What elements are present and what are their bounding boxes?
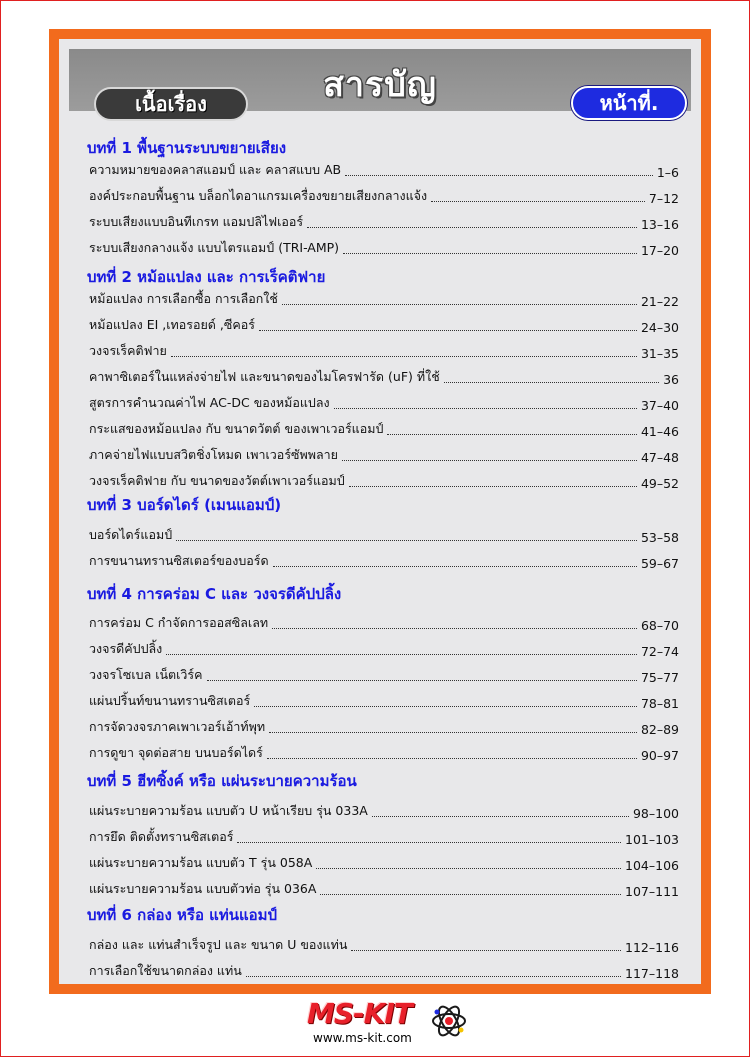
toc-entry[interactable] xyxy=(89,473,679,491)
entry-page: 1–6 xyxy=(656,165,679,180)
toc-entry[interactable] xyxy=(89,527,679,545)
entry-title: แผ่นระบายความร้อน แบบตัว U หน้าเรียบ รุ่น 033A xyxy=(89,803,368,818)
toc-entry[interactable] xyxy=(89,343,679,361)
page-column-label: หน้าที่. xyxy=(571,86,687,120)
dot-leader xyxy=(444,382,659,383)
entry-title: คาพาซิเตอร์ในแหล่งจ่ายไฟ และขนาดของไมโครฟารัด (uF) ที่ใช้ xyxy=(89,369,440,384)
entry-page: 98–100 xyxy=(632,806,679,821)
brand-name: MS-KIT xyxy=(307,997,412,1030)
toc-entry[interactable] xyxy=(89,421,679,439)
toc-entry[interactable] xyxy=(89,963,679,981)
dot-leader xyxy=(273,566,637,567)
dot-leader xyxy=(372,816,629,817)
toc-entry[interactable] xyxy=(89,855,679,873)
toc-entry[interactable] xyxy=(89,937,679,955)
entry-title: การดูขา จุดต่อสาย บนบอร์ดไดร์ xyxy=(89,745,263,760)
entry-title: องค์ประกอบพื้นฐาน บล็อกไดอาแกรมเครื่องขยายเสียงกลางแจ้ง xyxy=(89,188,428,203)
chapter-heading: บทที่ 6 กล่อง หรือ แท่นแอมป์ xyxy=(87,906,278,924)
entry-title: บอร์ดไดร์แอมป์ xyxy=(89,527,173,542)
entry-page: 117–118 xyxy=(625,966,679,981)
toc-entry[interactable] xyxy=(89,641,679,659)
dot-leader xyxy=(345,175,653,176)
entry-page: 31–35 xyxy=(640,346,679,361)
entry-title: วงจรเร็คติฟาย xyxy=(89,343,167,358)
entry-page: 112–116 xyxy=(625,940,679,955)
entry-title: กระแสของหม้อแปลง กับ ขนาดวัตต์ ของเพาเวอร์แอมป์ xyxy=(89,421,384,436)
content-column-label: เนื้อเรื่อง xyxy=(94,87,248,121)
entry-title: ความหมายของคลาสแอมป์ และ คลาสแบบ AB xyxy=(89,162,342,177)
page-title: สารบัญ xyxy=(323,65,437,105)
entry-page: 75–77 xyxy=(640,670,679,685)
dot-leader xyxy=(171,356,637,357)
entry-title: กล่อง และ แท่นสำเร็จรูป และ ขนาด U ของแท่น xyxy=(89,937,348,952)
dot-leader xyxy=(282,304,637,305)
dot-leader xyxy=(307,227,637,228)
entry-title: แผ่นปริ้นท์ขนานทรานซิสเตอร์ xyxy=(89,693,251,708)
toc-entry[interactable] xyxy=(89,369,679,387)
dot-leader xyxy=(342,460,637,461)
toc-entry[interactable] xyxy=(89,447,679,465)
toc-entry[interactable] xyxy=(89,188,679,206)
entry-page: 37–40 xyxy=(640,398,679,413)
entry-page: 72–74 xyxy=(640,644,679,659)
chapter-heading: บทที่ 5 ฮีทซิ้งค์ หรือ แผ่นระบายความร้อน xyxy=(87,772,357,790)
brand-logo xyxy=(307,995,467,1051)
entry-page: 90–97 xyxy=(640,748,679,763)
entry-page: 7–12 xyxy=(648,191,679,206)
entry-title: สูตรการคำนวณค่าไฟ AC-DC ของหม้อแปลง xyxy=(89,395,330,410)
entry-page: 107–111 xyxy=(625,884,679,899)
entry-title: หม้อแปลง การเลือกซื้อ การเลือกใช้ xyxy=(89,291,278,306)
dot-leader xyxy=(166,654,637,655)
dot-leader xyxy=(343,253,637,254)
toc-entry[interactable] xyxy=(89,829,679,847)
toc-entry[interactable] xyxy=(89,162,679,180)
dot-leader xyxy=(246,976,621,977)
entry-page: 59–67 xyxy=(640,556,679,571)
toc-entry[interactable] xyxy=(89,317,679,335)
entry-page: 21–22 xyxy=(640,294,679,309)
dot-leader xyxy=(320,894,621,895)
entry-title: แผ่นระบายความร้อน แบบตัว T รุ่น 058A xyxy=(89,855,313,870)
entry-page: 53–58 xyxy=(640,530,679,545)
toc-entry[interactable] xyxy=(89,553,679,571)
chapter-heading: บทที่ 4 การคร่อม C และ วงจรดีคัปปลิ้ง xyxy=(87,585,342,603)
dot-leader xyxy=(259,330,637,331)
entry-title: วงจรดีคัปปลิ้ง xyxy=(89,641,163,656)
entry-title: ระบบเสียงกลางแจ้ง แบบไตรแอมป์ (TRI-AMP) xyxy=(89,240,340,255)
entry-title: การยึด ติดตั้งทรานซิสเตอร์ xyxy=(89,829,234,844)
dot-leader xyxy=(334,408,637,409)
dot-leader xyxy=(351,950,621,951)
toc-entry[interactable] xyxy=(89,240,679,258)
toc-entry[interactable] xyxy=(89,395,679,413)
toc-entry[interactable] xyxy=(89,214,679,232)
toc-entry[interactable] xyxy=(89,667,679,685)
toc-entry[interactable] xyxy=(89,719,679,737)
dot-leader xyxy=(237,842,621,843)
entry-title: การจัดวงจรภาคเพาเวอร์เอ้าท์พุท xyxy=(89,719,266,734)
entry-page: 36 xyxy=(663,372,679,387)
chapter-heading: บทที่ 1 พื้นฐานระบบขยายเสียง xyxy=(87,139,287,157)
toc-entry[interactable] xyxy=(89,803,679,821)
entry-page: 78–81 xyxy=(640,696,679,711)
entry-title: ระบบเสียงแบบอินทีเกรท แอมปลิไฟเออร์ xyxy=(89,214,304,229)
entry-page: 47–48 xyxy=(640,450,679,465)
entry-title: การคร่อม C กำจัดการออสซิลเลท xyxy=(89,615,269,630)
brand-url: www.ms-kit.com xyxy=(313,1031,412,1045)
entry-title: วงจรโซเบล เน็ตเวิร์ค xyxy=(89,667,203,682)
entry-page: 13–16 xyxy=(640,217,679,232)
entry-title: การขนานทรานซิสเตอร์ของบอร์ด xyxy=(89,553,269,568)
toc-entry[interactable] xyxy=(89,745,679,763)
entry-page: 101–103 xyxy=(625,832,679,847)
entry-title: การเลือกใช้ขนาดกล่อง แท่น xyxy=(89,963,242,978)
chapter-heading: บทที่ 3 บอร์ดไดร์ (เมนแอมป์) xyxy=(87,496,282,514)
toc-entry[interactable] xyxy=(89,291,679,309)
entry-page: 68–70 xyxy=(640,618,679,633)
entry-page: 17–20 xyxy=(640,243,679,258)
dot-leader xyxy=(176,540,637,541)
entry-title: วงจรเร็คติฟาย กับ ขนาดของวัตต์เพาเวอร์แอมป์ xyxy=(89,473,345,488)
entry-title: แผ่นระบายความร้อน แบบตัวท่อ รุ่น 036A xyxy=(89,881,317,896)
dot-leader xyxy=(269,732,637,733)
atom-icon xyxy=(431,999,467,1043)
dot-leader xyxy=(254,706,637,707)
toc-entry[interactable] xyxy=(89,693,679,711)
toc-entry[interactable] xyxy=(89,881,679,899)
dot-leader xyxy=(267,758,637,759)
entry-page: 49–52 xyxy=(640,476,679,491)
toc-entry[interactable] xyxy=(89,615,679,633)
dot-leader xyxy=(207,680,637,681)
dot-leader xyxy=(349,486,637,487)
entry-page: 41–46 xyxy=(640,424,679,439)
chapter-heading: บทที่ 2 หม้อแปลง และ การเร็คติฟาย xyxy=(87,268,326,286)
entry-page: 24–30 xyxy=(640,320,679,335)
dot-leader xyxy=(387,434,637,435)
entry-page: 82–89 xyxy=(640,722,679,737)
entry-title: หม้อแปลง EI ,เทอรอยด์ ,ซีคอร์ xyxy=(89,317,255,332)
dot-leader xyxy=(431,201,645,202)
dot-leader xyxy=(272,628,637,629)
entry-title: ภาคจ่ายไฟแบบสวิตชิ่งโหมด เพาเวอร์ซัพพลาย xyxy=(89,447,338,462)
entry-page: 104–106 xyxy=(625,858,679,873)
dot-leader xyxy=(316,868,621,869)
